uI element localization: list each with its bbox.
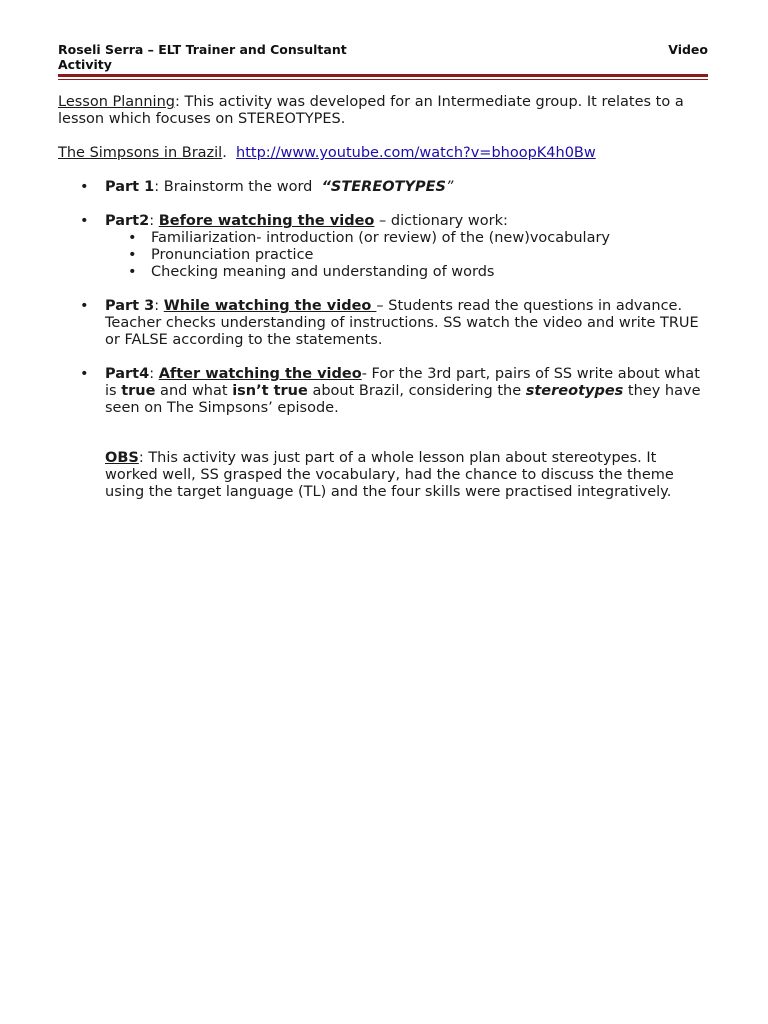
part-2-item [58,213,708,281]
parts-list [58,179,708,417]
part-4-text-2: and what [155,383,233,399]
part-3-text: – Students read the questions in advance. Teacher checks understanding of instructions. SS watch the video and write TRUE or FALSE according to the statements. [105,298,699,348]
part-3-heading: While watching the video [163,298,377,314]
part-4-bold-isnt-true: isn’t true [232,383,308,399]
part-4-bold-true: true [121,383,156,399]
intro-label: Lesson Planning [58,94,175,110]
part-2-subitems [105,230,708,281]
part-4-label: Part4 [105,366,150,382]
sub-item: • Pronunciation practice [105,247,708,264]
part-2-label: Part2 [105,213,150,229]
part-4-item [58,366,708,417]
part-3-colon: : [154,298,164,314]
header-right-label: Video [668,42,708,57]
part-3-label: Part 3 [105,298,155,314]
header-rule-thin [58,79,708,80]
document-page [58,0,708,501]
intro-text: : This activity was developed for an Intermediate group. It relates to a lesson which focuses on STEREOTYPES. [58,94,684,127]
part-1-text: : Brainstorm the word [154,179,322,195]
part-4-heading: After watching the video [158,366,362,382]
part-1-tail: ” [445,179,454,195]
part-4-text-3: about Brazil, considering the [307,383,526,399]
obs-text: : This activity was just part of a whole lesson plan about stereotypes. It worked well, SS grasped the vocabulary, had the chance to discuss the theme using the target language (TL) and the four skills were practised integratively. [105,450,674,500]
obs-label: OBS [105,450,139,466]
part-4-text-1: - For the 3rd part, pairs of SS write about what is [105,366,700,399]
part-2-heading: Before watching the video [158,213,375,229]
page-header [58,42,708,72]
part-1-label: Part 1 [105,179,155,195]
intro-paragraph [58,94,708,128]
header-activity-line: Activity [58,57,112,72]
sub-item: • Familiarization- introduction (or review) of the (new)vocabulary [105,230,708,247]
part-4-text-4: they have seen on The Simpsons’ episode. [105,383,701,416]
header-author-line: Roseli Serra – ELT Trainer and Consultant [58,42,347,57]
video-paragraph [58,145,708,162]
video-title: The Simpsons in Brazil [58,145,223,161]
header-rule-thick [58,74,708,77]
part-3-item [58,298,708,349]
part-1-emphasis: “STEREOTYPES [321,179,446,195]
part-1-item [58,179,708,196]
document-body [58,94,708,501]
part-4-stereotypes: stereotypes [525,383,624,399]
part-2-colon: : [149,213,159,229]
video-link[interactable]: http://www.youtube.com/watch?v=bhoopK4h0Bw [236,145,596,161]
obs-paragraph [58,450,708,501]
video-separator: . [222,145,237,161]
sub-item: • Checking meaning and understanding of words [105,264,708,281]
part-4-colon: : [149,366,159,382]
part-2-text: – dictionary work: [374,213,508,229]
